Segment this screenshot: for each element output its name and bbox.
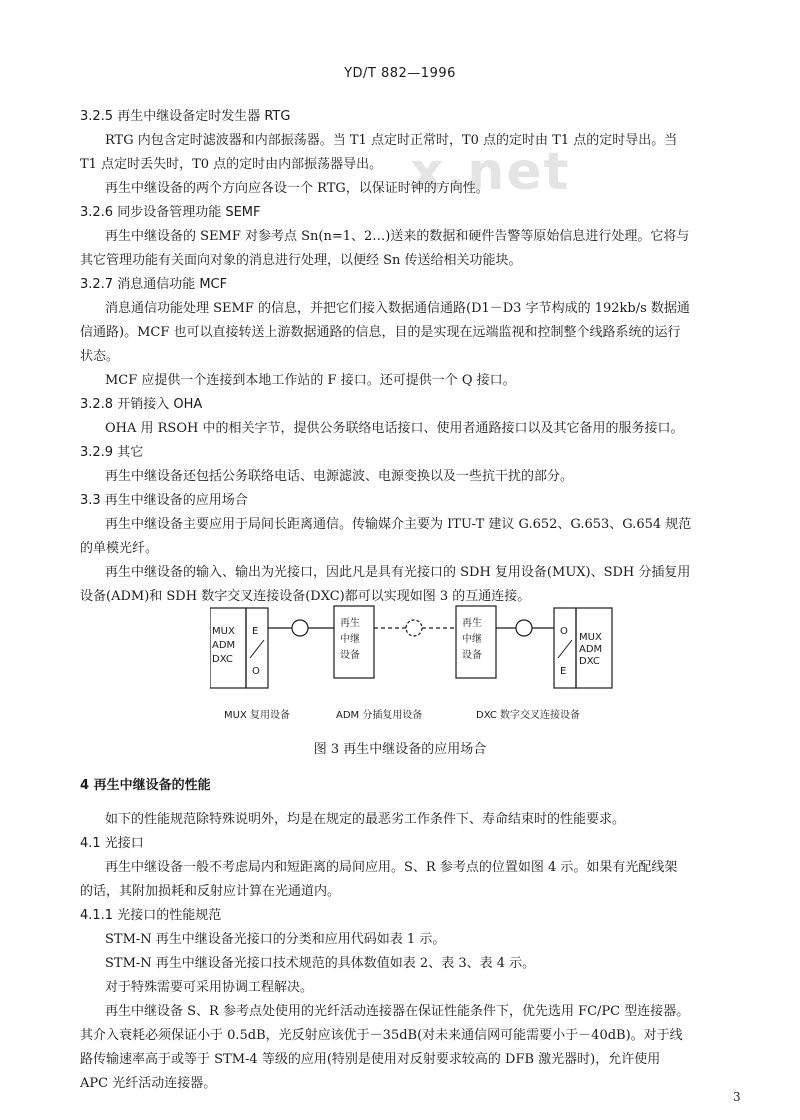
oe-slash bbox=[558, 640, 572, 658]
paragraph-line: 的话，其附加损耗和反射应计算在光通道内。 bbox=[80, 884, 341, 899]
page-number: 3 bbox=[733, 1090, 741, 1104]
bottom-label-dxc: DXC 数字交叉连接设备 bbox=[476, 710, 580, 721]
right-label-dxc: DXC bbox=[579, 656, 600, 667]
paragraph-line: T1 点定时丢失时，T0 点的定时由内部振荡器导出。 bbox=[80, 157, 383, 172]
paragraph-line-before-figure: 设备(ADM)和 SDH 数字交叉连接设备(DXC)都可以实现如图 3 的互通连接。 bbox=[80, 589, 531, 604]
section-heading-4: 4 再生中继设备的性能 bbox=[80, 778, 211, 793]
section-heading-3-2-9: 3.2.9 其它 bbox=[80, 445, 144, 460]
regen2-line3: 设备 bbox=[462, 650, 482, 661]
regen2-line2: 中继 bbox=[462, 634, 482, 645]
paragraph-line: RTG 内包含定时滤波器和内部振荡器。当 T1 点定时正常时，T0 点的定时由 T1 点的定时导出。当 bbox=[105, 133, 678, 148]
page-header: YD/T 882—1996 bbox=[344, 66, 456, 81]
bottom-label-adm: ADM 分插复用设备 bbox=[336, 710, 423, 721]
paragraph-line: 再生中继设备主要应用于局间长距离通信。传输媒介主要为 ITU-T 建议 G.652、G.653、G.654 规范 bbox=[105, 517, 692, 532]
paragraph-line: 再生中继设备的输入、输出为光接口，因此凡是具有光接口的 SDH 复用设备(MUX)、SDH 分插复用 bbox=[105, 565, 691, 580]
regen1-line1: 再生 bbox=[340, 618, 360, 629]
figure-3-diagram bbox=[210, 596, 630, 728]
section-heading-3-2-7: 3.2.7 消息通信功能 MCF bbox=[80, 277, 228, 292]
paragraph-line: 路传输速率高于或等于 STM-4 等级的应用(特别是使用对反射要求较高的 DFB 激光器时)，允许使用 bbox=[80, 1052, 661, 1067]
fiber-coil-dashed bbox=[406, 620, 422, 636]
figure-caption: 图 3 再生中继设备的应用场合 bbox=[313, 742, 487, 757]
bottom-label-mux: MUX 复用设备 bbox=[224, 710, 290, 721]
regen1-line3: 设备 bbox=[340, 650, 360, 661]
left-label-dxc: DXC bbox=[212, 654, 233, 665]
paragraph-line: 对于特殊需要可采用协调工程解决。 bbox=[105, 980, 314, 995]
right-label-adm: ADM bbox=[579, 644, 603, 655]
paragraph-line: STM-N 再生中继设备光接口技术规范的具体数值如表 2、表 3、表 4 示。 bbox=[105, 956, 536, 971]
section-heading-3-2-6: 3.2.6 同步设备管理功能 SEMF bbox=[80, 205, 261, 220]
watermark: x.net bbox=[410, 142, 571, 202]
regen2-line1: 再生 bbox=[462, 618, 482, 629]
eo-top-label: E bbox=[252, 626, 259, 637]
left-label-mux: MUX bbox=[212, 626, 235, 637]
eo-slash bbox=[250, 640, 264, 658]
paragraph-line: 其介入衰耗必须保证小于 0.5dB，光反射应该优于－35dB(对未来通信网可能需要小于－40dB)。对于线 bbox=[80, 1028, 683, 1043]
paragraph-line: 信通路)。MCF 也可以直接转送上游数据通路的信息，目的是实现在远端监视和控制整个线路系统的运行 bbox=[80, 325, 681, 340]
paragraph-line: 再生中继设备一般不考虑局内和短距离的局间应用。S、R 参考点的位置如图 4 示。如果有光配线架 bbox=[105, 860, 678, 875]
oe-top-label: O bbox=[560, 626, 568, 637]
section-heading-4-1-1: 4.1.1 光接口的性能规范 bbox=[80, 908, 222, 923]
section-heading-4-1: 4.1 光接口 bbox=[80, 836, 144, 851]
paragraph-line: MCF 应提供一个连接到本地工作站的 F 接口。还可提供一个 Q 接口。 bbox=[105, 373, 516, 388]
oe-bottom-label: E bbox=[560, 666, 567, 677]
paragraph-line: STM-N 再生中继设备光接口的分类和应用代码如表 1 示。 bbox=[105, 932, 446, 947]
paragraph-line: 的单模光纤。 bbox=[80, 541, 159, 556]
fiber-coil bbox=[516, 620, 532, 636]
paragraph-line: OHA 用 RSOH 中的相关字节，提供公务联络电话接口、使用者通路接口以及其它备用的服务接口。 bbox=[105, 421, 684, 436]
paragraph-line: 再生中继设备的 SEMF 对参考点 Sn(n=1、2…)送来的数据和硬件告警等原始信息进行处理。它将与 bbox=[105, 229, 690, 244]
section-heading-3-3: 3.3 再生中继设备的应用场合 bbox=[80, 493, 248, 508]
regen1-line2: 中继 bbox=[340, 634, 360, 645]
paragraph-line: 再生中继设备的两个方向应各设一个 RTG，以保证时钟的方向性。 bbox=[105, 181, 489, 196]
section-heading-3-2-8: 3.2.8 开销接入 OHA bbox=[80, 397, 203, 412]
paragraph-line: 状态。 bbox=[80, 349, 120, 364]
paragraph-line: 其它管理功能有关面向对象的消息进行处理，以便经 Sn 传送给相关功能块。 bbox=[80, 253, 522, 268]
eo-bottom-label: O bbox=[252, 666, 260, 677]
right-label-mux: MUX bbox=[579, 632, 602, 643]
paragraph-line: 如下的性能规范除特殊说明外，均是在规定的最恶劣工作条件下、寿命结束时的性能要求。 bbox=[105, 812, 626, 827]
paragraph-line: 再生中继设备还包括公务联络电话、电源滤波、电源变换以及一些抗干扰的部分。 bbox=[105, 469, 574, 484]
section-heading-3-2-5: 3.2.5 再生中继设备定时发生器 RTG bbox=[80, 109, 291, 124]
fiber-coil bbox=[292, 620, 308, 636]
paragraph-line: APC 光纤活动连接器。 bbox=[80, 1076, 217, 1091]
left-label-adm: ADM bbox=[212, 640, 236, 651]
paragraph-line: 消息通信功能处理 SEMF 的信息，并把它们接入数据通信通路(D1－D3 字节构成的 192kb/s 数据通 bbox=[105, 301, 690, 316]
paragraph-line: 再生中继设备 S、R 参考点处使用的光纤活动连接器在保证性能条件下，优先选用 FC/PC 型连接器。 bbox=[105, 1004, 690, 1019]
